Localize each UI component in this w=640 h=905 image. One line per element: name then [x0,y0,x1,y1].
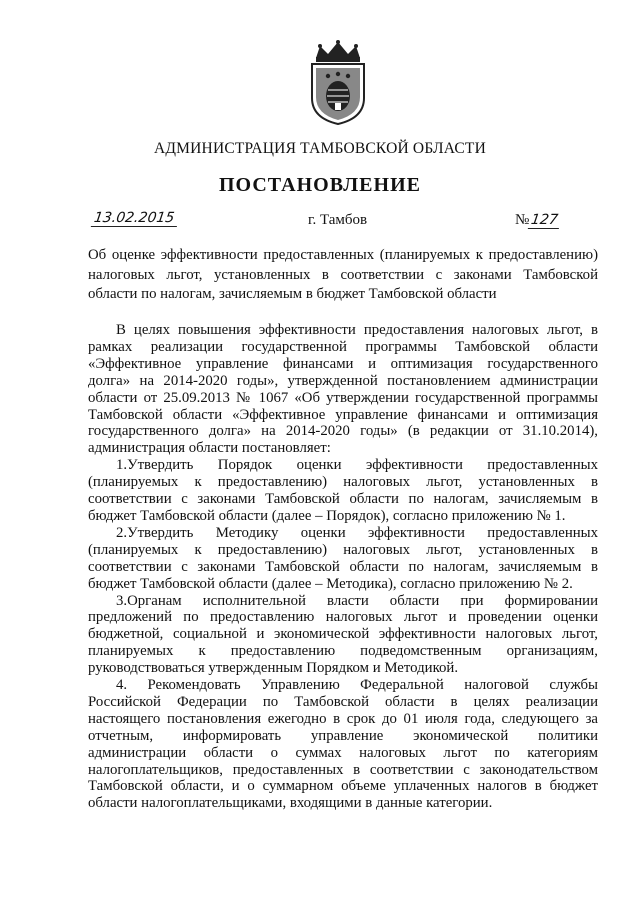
item-1-paragraph [88,457,598,525]
body-line: В целях повышения эффективности предоставления налоговых льгот, в [116,322,598,338]
body-line: области налогоплательщиками, входящими в данные категории. [88,795,493,812]
document-date: 13.02.2015 [91,210,180,227]
document-number [515,212,560,229]
body-line: администрации области о суммах налоговых льгот по категориям [88,744,598,761]
body-line: 3.Органам исполнительной власти области при формировании [116,592,598,609]
body-line: «Эффективное управление финансами и оптимизация государственного [88,355,598,372]
item-2-paragraph [88,525,598,593]
preamble-paragraph [88,322,598,457]
body-line: бюджетной, социальной и экономической эффективности налоговых льгот, [88,626,598,643]
body-line: Российской Федерации по Тамбовской области в целях реализации [88,693,598,710]
body-line: предложений по предоставлению налоговых льгот и проведении оценки [88,609,598,626]
number-prefix: № [515,212,530,228]
subject-line: налоговых льгот, установленных в соответствии с законами Тамбовской [88,266,598,283]
subject-line: Об оценке эффективности предоставленных (планируемых к предоставлению) [88,247,598,263]
body-line: соответствии с законами Тамбовской области по налогам, зачисляемым в [88,491,598,508]
document-type-title: ПОСТАНОВЛЕНИЕ [219,174,421,196]
body-line: области от 25.09.2013 № 1067 «Об утверждении государственной программы [88,389,598,406]
body-line: бюджет Тамбовской области (далее – Методика), согласно приложению № 2. [88,575,573,592]
body-line: государственного долга» на 2014-2020 годы» (в редакции от 31.10.2014), [88,423,598,440]
item-4-paragraph [88,677,598,812]
body-line: отчетным, информировать управление экономической политики [88,727,598,744]
body-line: 2.Утвердить Методику оценки эффективности предоставленных [116,524,598,541]
body-line: долга» на 2014-2020 годы», утвержденной постановлением администрации [88,372,598,389]
body-line: рамках реализации государственной программы Тамбовской области [88,338,598,355]
coat-of-arms-emblem [302,40,374,126]
item-3-paragraph [88,593,598,678]
body-line: руководствоваться утвержденным Порядком и Методикой. [88,660,459,677]
document-body [88,322,598,812]
body-line: 1.Утвердить Порядок оценки эффективности предоставленных [116,457,598,474]
body-line: настоящего постановления ежегодно в срок до 01 июля года, следующего за [88,710,598,727]
body-line: (планируемых к предоставлению) налоговых льгот, установленных в [88,474,598,491]
body-line: соответствии с законами Тамбовской области по налогам, зачисляемым в [88,558,598,575]
document-subject [88,246,598,305]
body-line: Тамбовской области, и о суммарном объеме уплаченных налогов в бюджет [88,778,598,795]
organization-name: АДМИНИСТРАЦИЯ ТАМБОВСКОЙ ОБЛАСТИ [154,140,486,157]
body-line: 4. Рекомендовать Управлению Федеральной налоговой службы [116,677,598,694]
body-line: налогоплательщиков, предоставленных в соответствии с законодательством [88,761,598,778]
body-line: администрация области постановляет: [88,440,331,457]
document-city: г. Тамбов [308,212,368,228]
body-line: бюджет Тамбовской области (далее – Порядок), согласно приложению № 1. [88,507,566,524]
body-line: планируемых к предоставлению подведомственным организациям, [88,643,598,660]
body-line: (планируемых к предоставлению) налоговых льгот, установленных в [88,541,598,558]
document-meta-row [0,210,640,234]
subject-line: области по налогам, зачисляемым в бюджет Тамбовской области [88,286,497,302]
number-value: 127 [528,212,561,229]
body-line: Тамбовской области «Эффективное управление финансами и оптимизация [88,406,598,423]
